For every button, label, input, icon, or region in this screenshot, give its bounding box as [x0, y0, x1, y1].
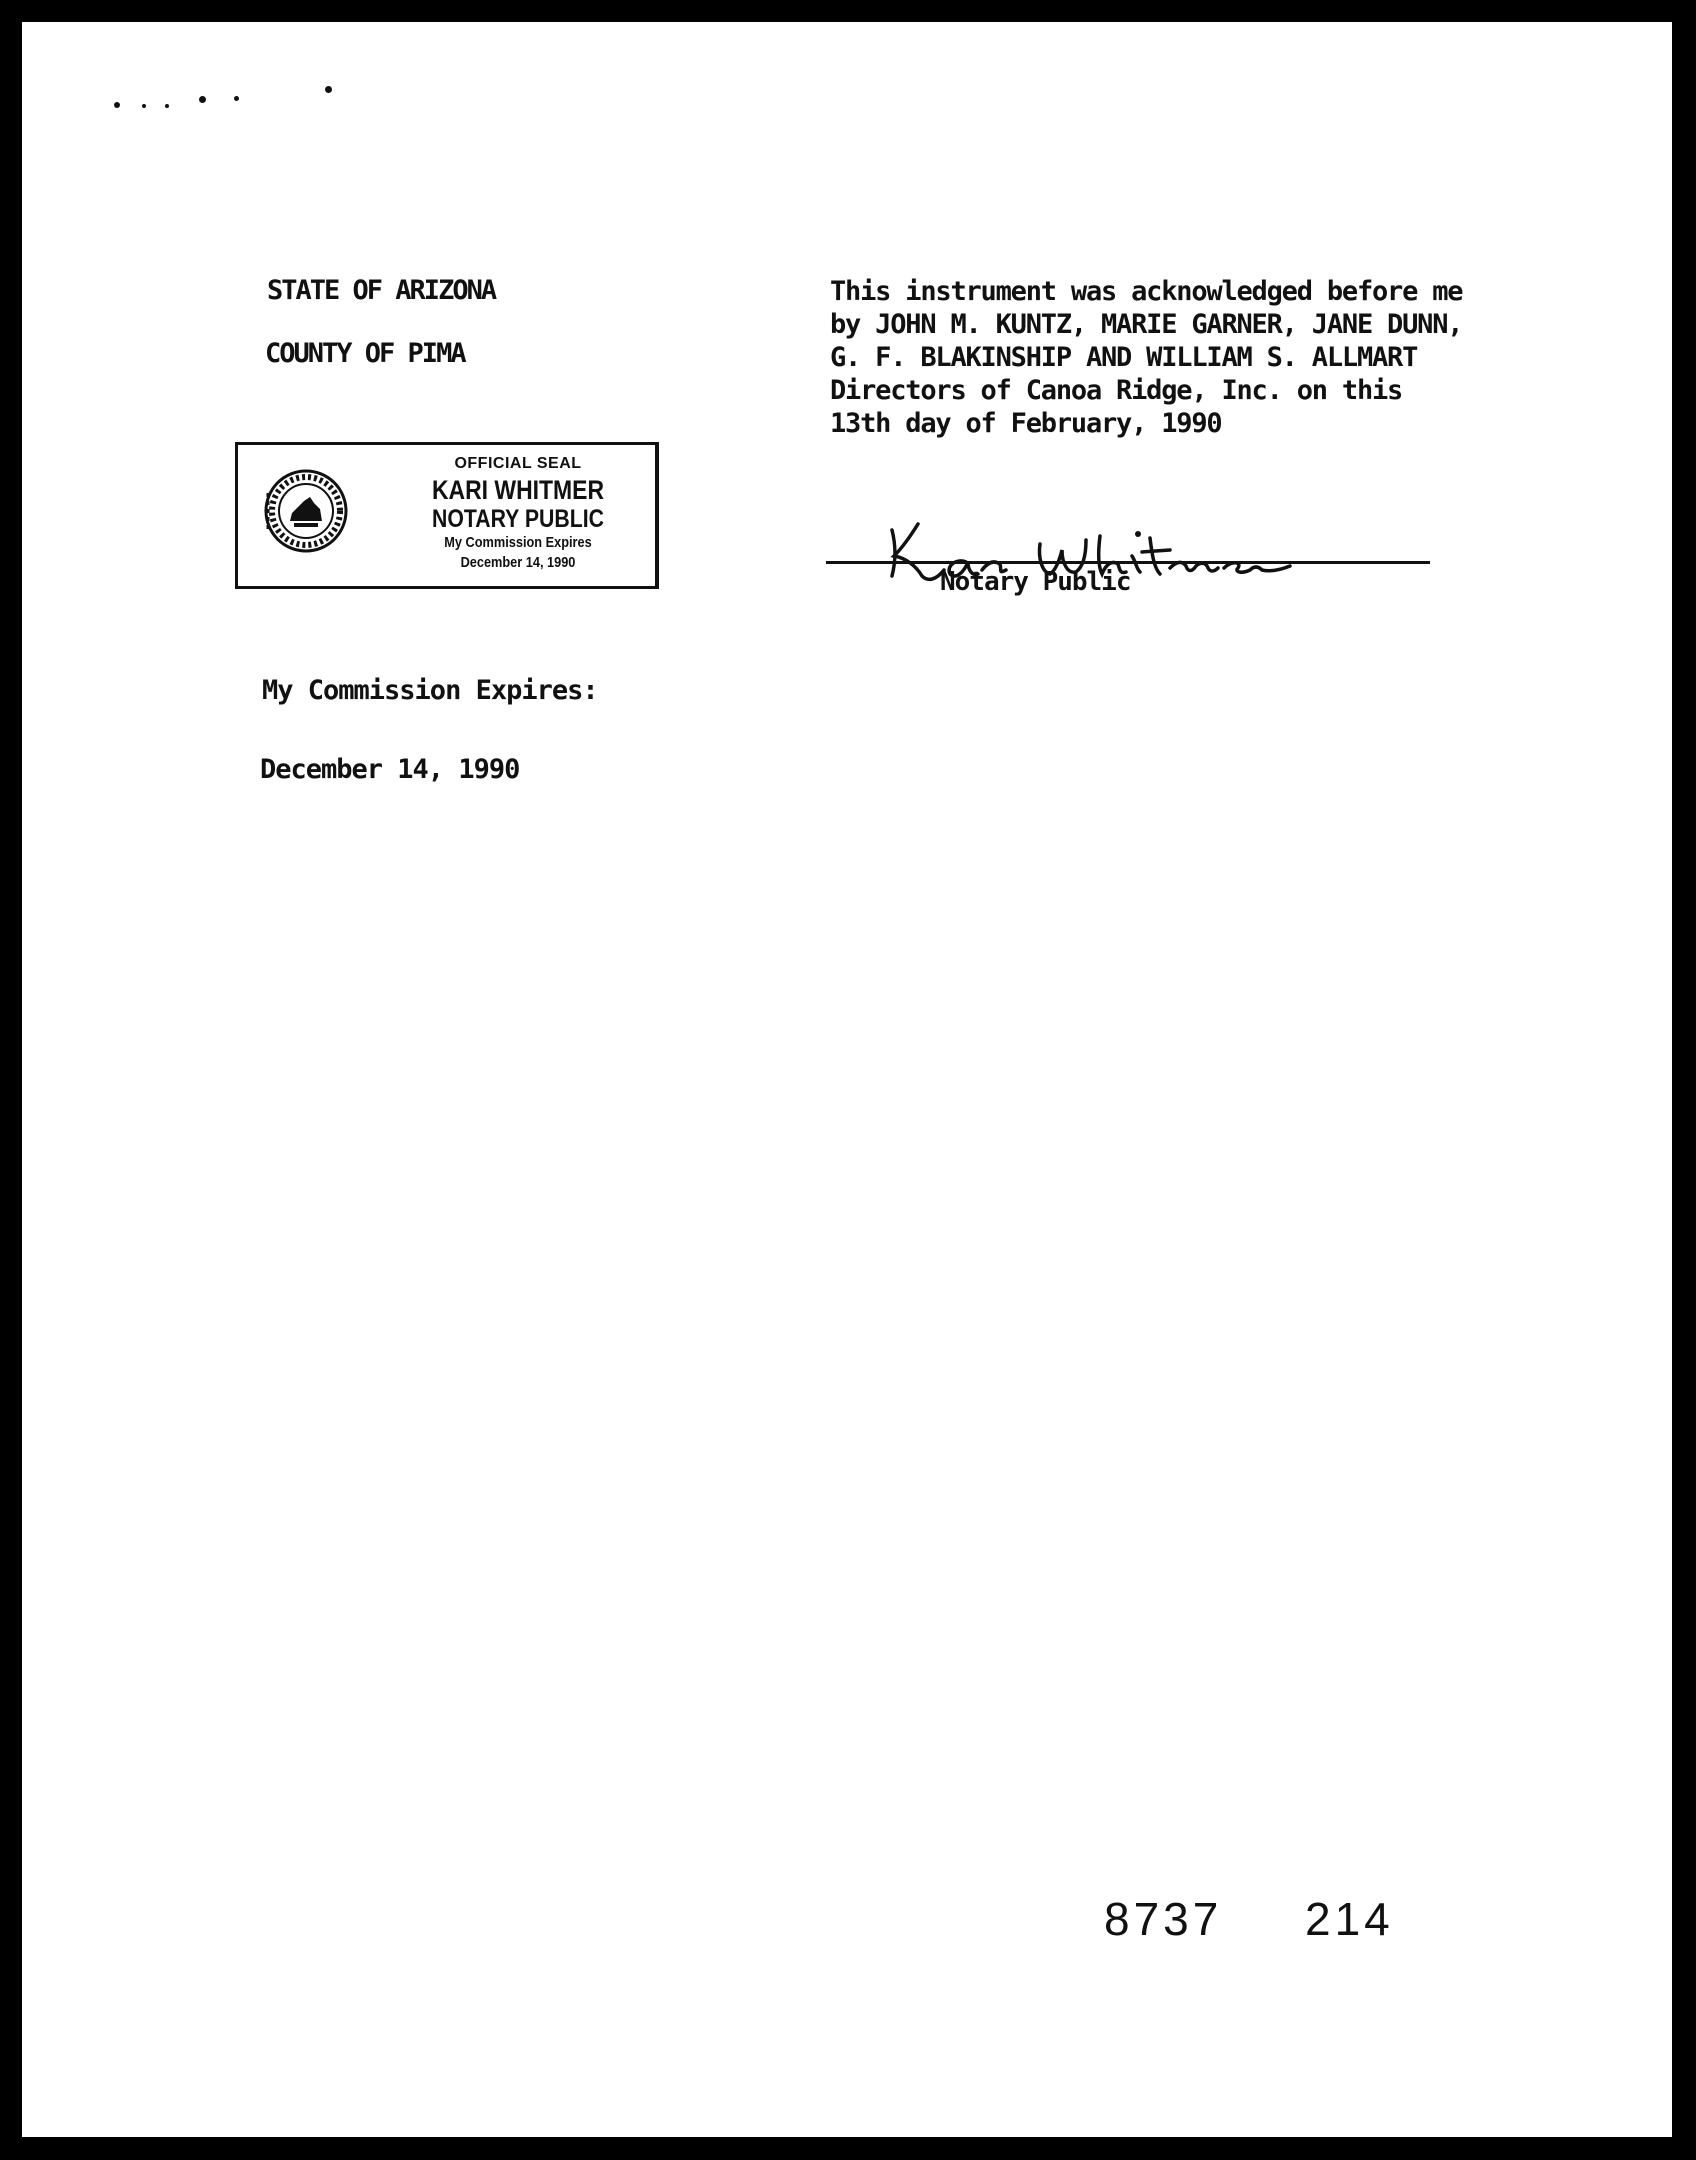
- acknowledgment-text: [830, 275, 1462, 440]
- acknowledgment-line: Directors of Canoa Ridge, Inc. on this: [830, 375, 1403, 406]
- state-seal-emblem: [260, 463, 348, 563]
- acknowledgment-line: This instrument was acknowledged before me: [830, 276, 1463, 307]
- scan-speck: [165, 104, 169, 108]
- seal-notary-title: NOTARY PUBLIC: [432, 505, 604, 533]
- acknowledgment-line: G. F. BLAKINSHIP AND WILLIAM S. ALLMART: [830, 342, 1418, 373]
- seal-text-block: [388, 453, 648, 573]
- acknowledgment-line: by JOHN M. KUNTZ, MARIE GARNER, JANE DUNN,: [830, 309, 1463, 340]
- commission-expires-date: December 14, 1990: [260, 754, 520, 785]
- county-label: COUNTY OF PIMA: [265, 338, 465, 369]
- acknowledgment-line: 13th day of February, 1990: [830, 408, 1222, 439]
- notary-seal-stamp: [235, 442, 659, 589]
- book-number: 8737: [1104, 1893, 1223, 1945]
- scan-speck: [234, 96, 239, 101]
- scan-speck: [199, 96, 206, 103]
- commission-expires-label: My Commission Expires:: [262, 675, 598, 706]
- scan-speck: [142, 104, 146, 108]
- seal-expiry-date: December 14, 1990: [460, 554, 576, 571]
- state-label: STATE OF ARIZONA: [267, 275, 496, 306]
- scan-speck: [114, 102, 120, 108]
- seal-notary-name: KARI WHITMER: [431, 475, 605, 505]
- signature-line: [826, 561, 1430, 564]
- signature-caption: Notary Public: [940, 567, 1131, 597]
- page-number: 214: [1305, 1893, 1394, 1945]
- seal-expiry-label: My Commission Expires: [444, 534, 592, 551]
- seal-heading: OFFICIAL SEAL: [454, 455, 582, 472]
- scan-speck: [325, 86, 332, 93]
- document-page: [22, 22, 1672, 2137]
